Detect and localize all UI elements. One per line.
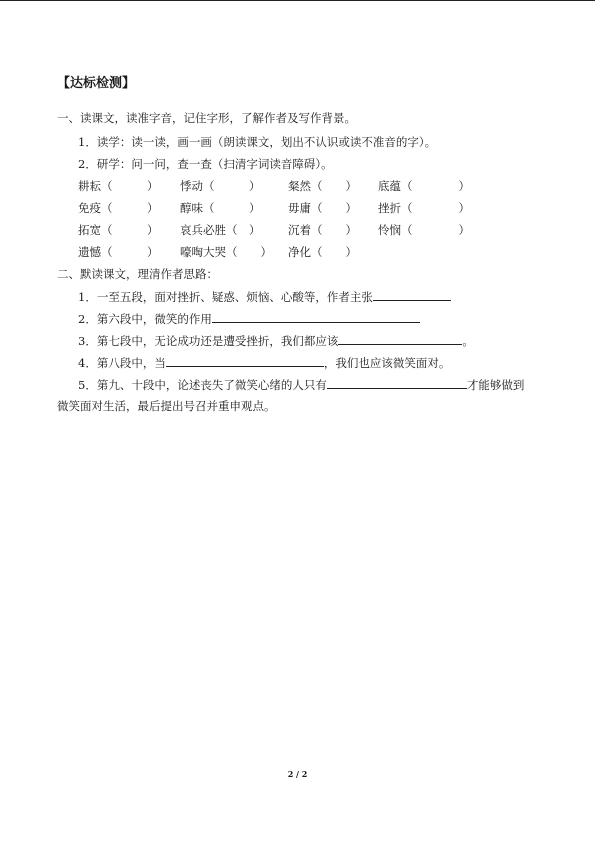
vocab-0-2: 粲然（ ）: [288, 179, 357, 193]
question-3: [78, 333, 474, 348]
vocab-1-3: 挫折（ ）: [378, 201, 470, 215]
vocab-3-2: 净化（ ）: [288, 245, 357, 259]
section-1-title: 一、读课文，读准字音，记住字形，了解作者及写作背景。: [57, 111, 356, 125]
answer-blank-2[interactable]: [212, 311, 420, 323]
top-rule: [0, 0, 595, 1]
vocab-3-0: 遗憾（ ）: [78, 245, 159, 259]
section-1-item-2: 2．研学：问一问，查一查（扫清字词读音障碍）。: [78, 157, 333, 171]
section-heading: 【达标检测】: [57, 76, 136, 91]
question-1-text: 1．一至五段，面对挫折、疑惑、烦恼、心酸等，作者主张: [78, 290, 373, 304]
answer-blank-5[interactable]: [327, 377, 467, 389]
question-4-end: ，我们也应该微笑面对。: [323, 356, 451, 370]
vocab-0-0: 耕耘（ ）: [78, 179, 159, 193]
page-number: 2 / 2: [287, 769, 308, 779]
vocab-2-2: 沉着（ ）: [288, 223, 357, 237]
question-4: [78, 355, 450, 370]
answer-blank-3[interactable]: [338, 333, 462, 345]
question-5-continued: 微笑面对生活，最后提出号召并重申观点。: [57, 399, 276, 413]
question-2-text: 2．第六段中，微笑的作用: [78, 312, 212, 326]
question-5-end: 才能够做到: [466, 378, 525, 392]
vocab-0-3: 底蕴（ ）: [378, 179, 470, 193]
vocab-2-1: 哀兵必胜（ ）: [180, 223, 261, 237]
question-4-text: 4．第八段中，当: [78, 356, 166, 370]
question-5-text: 5．第九、十段中，论述丧失了微笑心绪的人只有: [78, 378, 327, 392]
vocab-1-1: 醇味（ ）: [180, 201, 261, 215]
vocab-1-0: 免疫（ ）: [78, 201, 159, 215]
section-1-item-1: 1．读学：读一读，画一画（朗读课文，划出不认识或读不准音的字）。: [78, 135, 437, 149]
vocab-3-1: 嚎啕大哭（ ）: [180, 245, 272, 259]
question-2: [78, 311, 420, 326]
answer-blank-1[interactable]: [373, 289, 451, 301]
vocab-0-1: 悸动（ ）: [180, 179, 261, 193]
question-3-end: 。: [462, 334, 474, 348]
question-1: [78, 289, 451, 304]
vocab-2-0: 拓宽（ ）: [78, 223, 159, 237]
answer-blank-4[interactable]: [166, 355, 324, 367]
question-5: [78, 377, 524, 392]
vocab-2-3: 怜悯（ ）: [378, 223, 470, 237]
question-3-text: 3．第七段中，无论成功还是遭受挫折，我们都应该: [78, 334, 339, 348]
section-2-title: 二、默读课文，理清作者思路：: [57, 267, 218, 281]
vocab-1-2: 毋庸（ ）: [288, 201, 357, 215]
